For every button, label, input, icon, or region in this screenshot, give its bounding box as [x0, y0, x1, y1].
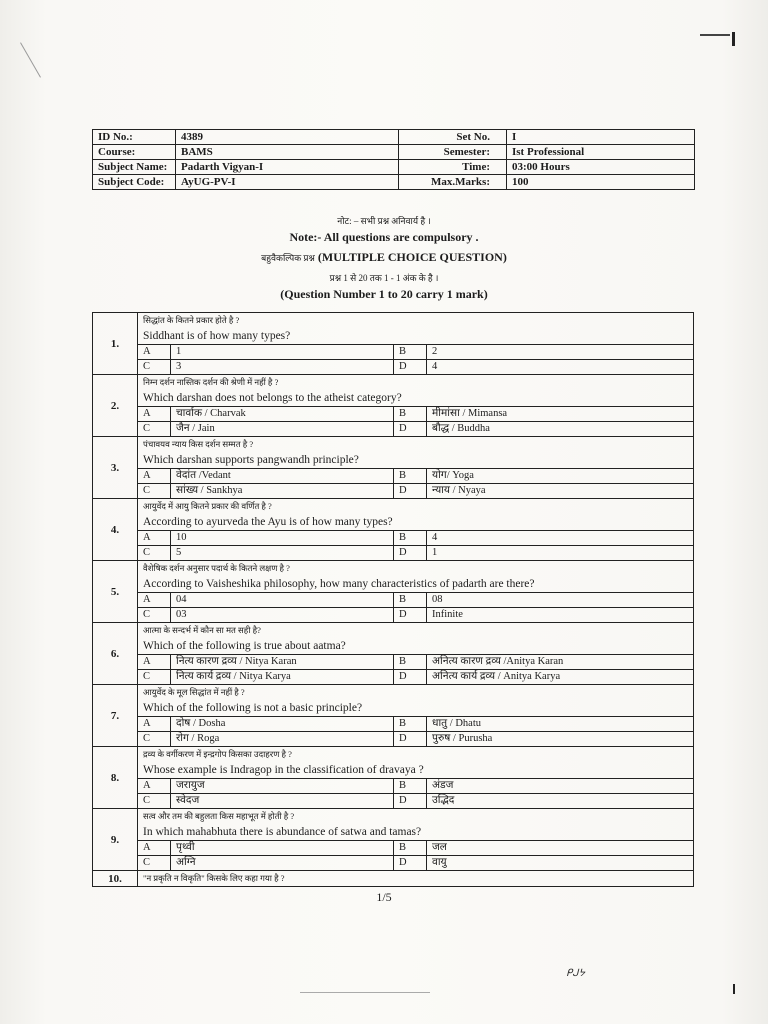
question-row [93, 685, 694, 747]
option-b: योग/ Yoga [427, 469, 694, 484]
question-english: Which of the following is true about aatma? [143, 640, 346, 652]
time-label: Time: [399, 160, 507, 175]
option-d: पुरुष / Purusha [427, 732, 694, 747]
question-body [138, 561, 694, 623]
option-c: अग्नि [171, 856, 394, 871]
semester-value: Ist Professional [507, 145, 695, 160]
note-hindi: नोट: – सभी प्रश्न अनिवार्य है । [337, 216, 431, 226]
option-letter-d: D [394, 608, 427, 623]
option-b: जल [427, 841, 694, 856]
option-letter-c: C [138, 732, 171, 747]
max-marks-label: Max.Marks: [399, 175, 507, 190]
option-letter-b: B [394, 717, 427, 732]
option-c: 3 [171, 360, 394, 375]
question-row [93, 871, 694, 887]
course-label: Course: [93, 145, 176, 160]
option-b: 4 [427, 531, 694, 546]
subject-code-label: Subject Code: [93, 175, 176, 190]
option-letter-b: B [394, 345, 427, 360]
question-body [138, 375, 694, 437]
option-letter-c: C [138, 794, 171, 809]
handwritten-scribble: ᑭᒍᔭ [566, 968, 585, 979]
question-number: 10. [93, 871, 138, 887]
set-label: Set No. [399, 130, 507, 145]
question-row [93, 747, 694, 809]
question-hindi: "न प्रकृति न विकृति" किसके लिए कहा गया है ? [143, 873, 285, 883]
question-english: In which mahabhuta there is abundance of satwa and tamas? [143, 826, 422, 838]
option-letter-b: B [394, 531, 427, 546]
option-letter-c: C [138, 484, 171, 499]
option-letter-b: B [394, 841, 427, 856]
option-d: बौद्ध / Buddha [427, 422, 694, 437]
option-d: अनित्य कार्य द्रव्य / Anitya Karya [427, 670, 694, 685]
option-letter-c: C [138, 856, 171, 871]
option-c: 03 [171, 608, 394, 623]
question-row [93, 561, 694, 623]
question-row [93, 499, 694, 561]
question-english: According to ayurveda the Ayu is of how many types? [143, 516, 393, 528]
subject-name-value: Padarth Vigyan-I [176, 160, 399, 175]
option-letter-a: A [138, 345, 171, 360]
option-c: स्वेदज [171, 794, 394, 809]
option-letter-d: D [394, 732, 427, 747]
option-a: 1 [171, 345, 394, 360]
option-a: 04 [171, 593, 394, 608]
option-letter-d: D [394, 794, 427, 809]
question-body [138, 809, 694, 871]
subject-name-label: Subject Name: [93, 160, 176, 175]
option-letter-b: B [394, 407, 427, 422]
options-table [138, 592, 693, 622]
set-value: I [507, 130, 695, 145]
option-a: 10 [171, 531, 394, 546]
question-english: Which darshan supports pangwandh principle? [143, 454, 359, 466]
options-table [138, 530, 693, 560]
question-english: Siddhant is of how many types? [143, 330, 291, 342]
question-row [93, 623, 694, 685]
option-b: 08 [427, 593, 694, 608]
question-body [138, 437, 694, 499]
range-english: (Question Number 1 to 20 carry 1 mark) [280, 287, 488, 301]
option-c: नित्य कार्य द्रव्य / Nitya Karya [171, 670, 394, 685]
option-a: वेदांत /Vedant [171, 469, 394, 484]
option-letter-a: A [138, 655, 171, 670]
option-letter-c: C [138, 422, 171, 437]
options-table [138, 654, 693, 684]
question-english: Which darshan does not belongs to the atheist category? [143, 392, 402, 404]
question-hindi: वैशेषिक दर्शन अनुसार पदार्थ के कितने लक्षण है ? [143, 563, 290, 573]
question-hindi: आयुर्वेद के मूल सिद्धांत में नहीं है ? [143, 687, 245, 697]
option-d: 1 [427, 546, 694, 561]
question-row [93, 437, 694, 499]
option-d: Infinite [427, 608, 694, 623]
option-b: धातु / Dhatu [427, 717, 694, 732]
options-table [138, 716, 693, 746]
options-table [138, 778, 693, 808]
scan-edge-mark [733, 984, 735, 994]
option-a: नित्य कारण द्रव्य / Nitya Karan [171, 655, 394, 670]
option-letter-d: D [394, 360, 427, 375]
option-letter-d: D [394, 422, 427, 437]
mcq-heading [0, 250, 768, 265]
option-letter-a: A [138, 841, 171, 856]
question-body [138, 499, 694, 561]
paper-fold-mark [20, 42, 41, 77]
mcq-heading-english: (MULTIPLE CHOICE QUESTION) [317, 250, 507, 264]
mcq-heading-hindi: बहुवैकल्पिक प्रश्न [261, 253, 315, 263]
option-letter-a: A [138, 407, 171, 422]
option-letter-a: A [138, 531, 171, 546]
option-letter-a: A [138, 779, 171, 794]
option-letter-d: D [394, 484, 427, 499]
question-hindi: पंचावयव न्याय किस दर्शन सम्मत है ? [143, 439, 254, 449]
question-hindi: आत्मा के सन्दर्भ में कौन सा मत सही है? [143, 625, 261, 635]
questions-table [92, 312, 694, 887]
question-number: 5. [93, 561, 138, 623]
note-english: Note:- All questions are compulsory . [289, 230, 479, 244]
question-row [93, 375, 694, 437]
option-letter-a: A [138, 469, 171, 484]
question-number: 2. [93, 375, 138, 437]
option-b: अंडज [427, 779, 694, 794]
question-number: 3. [93, 437, 138, 499]
question-number: 4. [93, 499, 138, 561]
question-english: Which of the following is not a basic principle? [143, 702, 363, 714]
question-number: 1. [93, 313, 138, 375]
option-d: उद्भिद [427, 794, 694, 809]
semester-label: Semester: [399, 145, 507, 160]
question-hindi: सिद्धांत के कितने प्रकार होते है ? [143, 315, 240, 325]
option-letter-c: C [138, 360, 171, 375]
option-letter-a: A [138, 717, 171, 732]
option-letter-b: B [394, 655, 427, 670]
option-letter-d: D [394, 670, 427, 685]
option-a: चार्वाक / Charvak [171, 407, 394, 422]
option-letter-d: D [394, 856, 427, 871]
option-d: वायु [427, 856, 694, 871]
page-number: 1/5 [376, 890, 392, 904]
id-label: ID No.: [93, 130, 176, 145]
option-letter-b: B [394, 593, 427, 608]
question-english: According to Vaisheshika philosophy, how many characteristics of padarth are there? [143, 578, 535, 590]
time-value: 03:00 Hours [507, 160, 695, 175]
question-number: 6. [93, 623, 138, 685]
question-body [138, 871, 694, 887]
question-body [138, 313, 694, 375]
scan-line [300, 992, 430, 993]
option-a: पृथ्वी [171, 841, 394, 856]
question-row [93, 313, 694, 375]
scan-edge-mark [732, 32, 735, 46]
option-c: सांख्य / Sankhya [171, 484, 394, 499]
question-body [138, 685, 694, 747]
course-value: BAMS [176, 145, 399, 160]
question-hindi: सत्व और तम की बहुलता किस महाभूत में होती है ? [143, 811, 295, 821]
question-body [138, 747, 694, 809]
max-marks-value: 100 [507, 175, 695, 190]
option-a: दोष / Dosha [171, 717, 394, 732]
question-english: Whose example is Indragop in the classification of dravaya ? [143, 764, 424, 776]
option-c: रोग / Roga [171, 732, 394, 747]
option-letter-d: D [394, 546, 427, 561]
option-d: न्याय / Nyaya [427, 484, 694, 499]
question-hindi: द्रव्य के वर्गीकरण में इन्द्रगोप किसका उदाहरण है ? [143, 749, 292, 759]
options-table [138, 468, 693, 498]
option-a: जरायुज [171, 779, 394, 794]
option-c: जैन / Jain [171, 422, 394, 437]
option-letter-c: C [138, 670, 171, 685]
question-hindi: निम्न दर्शन नास्तिक दर्शन की श्रेणी में नहीं है ? [143, 377, 279, 387]
option-b: अनित्य कारण द्रव्य /Anitya Karan [427, 655, 694, 670]
exam-info-table [92, 129, 695, 190]
range-hindi: प्रश्न 1 से 20 तक 1 - 1 अंक के है । [329, 273, 439, 283]
scan-edge-mark [700, 34, 730, 36]
subject-code-value: AyUG-PV-I [176, 175, 399, 190]
question-number: 7. [93, 685, 138, 747]
option-c: 5 [171, 546, 394, 561]
options-table [138, 406, 693, 436]
question-number: 8. [93, 747, 138, 809]
options-table [138, 840, 693, 870]
option-letter-a: A [138, 593, 171, 608]
option-letter-b: B [394, 779, 427, 794]
option-b: मीमांसा / Mimansa [427, 407, 694, 422]
question-body [138, 623, 694, 685]
option-d: 4 [427, 360, 694, 375]
option-b: 2 [427, 345, 694, 360]
option-letter-b: B [394, 469, 427, 484]
question-number: 9. [93, 809, 138, 871]
question-hindi: आयुर्वेद में आयु कितने प्रकार की वर्णित है ? [143, 501, 272, 511]
option-letter-c: C [138, 546, 171, 561]
options-table [138, 344, 693, 374]
id-value: 4389 [176, 130, 399, 145]
question-row [93, 809, 694, 871]
option-letter-c: C [138, 608, 171, 623]
